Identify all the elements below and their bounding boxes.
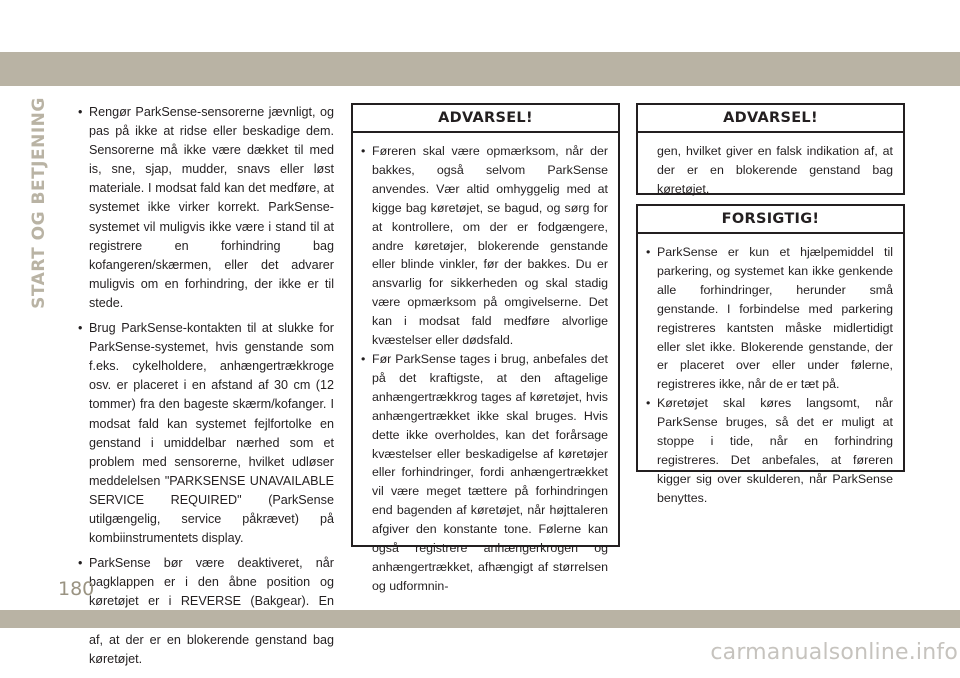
warning-cont-title: ADVARSEL! [638,105,903,133]
caution-body [638,234,903,514]
page-number: 180 [58,578,95,600]
caution-title: FORSIGTIG! [638,206,903,234]
warning-item: • Føreren skal være opmærksom, når der bakkes, også selvom ParkSense anvendes. Vær altid omhyggelig med at kigge bag køretøjet, se bagud, og sørg for at kontrollere, om der er fodgængere, andre køretøjer, blokerende genstande eller blinde vinkler, før der bakkes. Du er ansvarlig for sikkerheden og skal stadig være opmærksom på omgivelserne. Det kan i modsat fald medføre alvorlige kvæstelser eller dødsfald. [361,142,608,350]
watermark-text[interactable]: carmanualsonline.info [710,640,958,665]
warning-body [353,133,618,602]
caution-box [636,204,905,505]
warning-cont-body [638,133,903,205]
warning-box [351,103,620,593]
bullet-clean-sensors: • Rengør ParkSense-sensorerne jævnligt, og pas på ikke at ridse eller beskadige dem. Sensorerne må ikke være dækket til med is, sne, sjap, mudder, snavs eller løst materiale. I modsat fald kan det medføre, at systemet ikke virker korrekt. ParkSense-systemet vil muligvis ikke være i stand til at registrere en forhindring bag kofangeren/skærmen, eller det advarer muligvis om en forhindring, der ikke er til stede. [78,103,334,313]
footer-band [0,610,960,628]
left-column [78,103,334,675]
warning-cont-text: gen, hvilket giver en falsk indikation af, at der er en blokerende genstand bag køretøjet. [657,144,893,196]
caution-item: • Køretøjet skal køres langsomt, når ParkSense bruges, så det er muligt at stoppe i tide, når en forhindring registreres. Det anbefales, at føreren kigger sig over skulderen, når ParkSense benyttes. [646,394,893,507]
warning-item: • Før ParkSense tages i brug, anbefales det på det kraftigste, at den aftagelige anhængertrækkrog tages af køretøjet, hvis anhængertrækket ikke skal bruges. Hvis dette ikke overholdes, kan det forårsage kvæstelser eller beskadigelse af køretøjer eller forhindringer, fordi anhængertrækket vil være meget tættere på forhindringen end bagenden af køretøjet, når højttaleren afgiver den konstante tone. Følerne kan også registrere anhængerkrogen og anhængertrækket, afhængigt af størrelsen og udformnin- [361,350,608,596]
header-band [0,52,960,86]
warning-title: ADVARSEL! [353,105,618,133]
bullet-liftgate-open: • ParkSense bør være deaktiveret, når bagklappen er i den åbne position og køretøjet er i REVERSE (Bakgear). En af, at der er en blokerende genstand bag køretøjet. [78,554,334,669]
top-margin [0,0,960,52]
section-side-title [26,97,52,309]
caution-item: • ParkSense er kun et hjælpemiddel til parkering, og systemet kan ikke genkende alle forhindringer, herunder små genstande. I forbindelse med parkering registreres kantsten måske midlertidigt eller slet ikke. Blokerende genstande, der er placeret over eller under følerne, registreres ikke, når de er tæt på. [646,243,893,394]
warning-box-continued [636,103,905,195]
bullet-parksense-switch: • Brug ParkSense-kontakten til at slukke for ParkSense-systemet, hvis genstande som f.eks. cykelholdere, anhængertrækkroge osv. er placeret i en afstand af 30 cm (12 tommer) fra den bageste skærm/kofanger. I modsat fald kan systemet fejlfortolke en genstand i umiddelbar nærhed som et problem med sensorerne, hvilket udløser meddelelsen "PARKSENSE UNAVAILABLE SERVICE REQUIRED" (ParkSense utilgængelig, service påkrævet) på kombiinstrumentets display. [78,319,334,548]
side-title-text: START OG BETJENING [29,97,49,309]
